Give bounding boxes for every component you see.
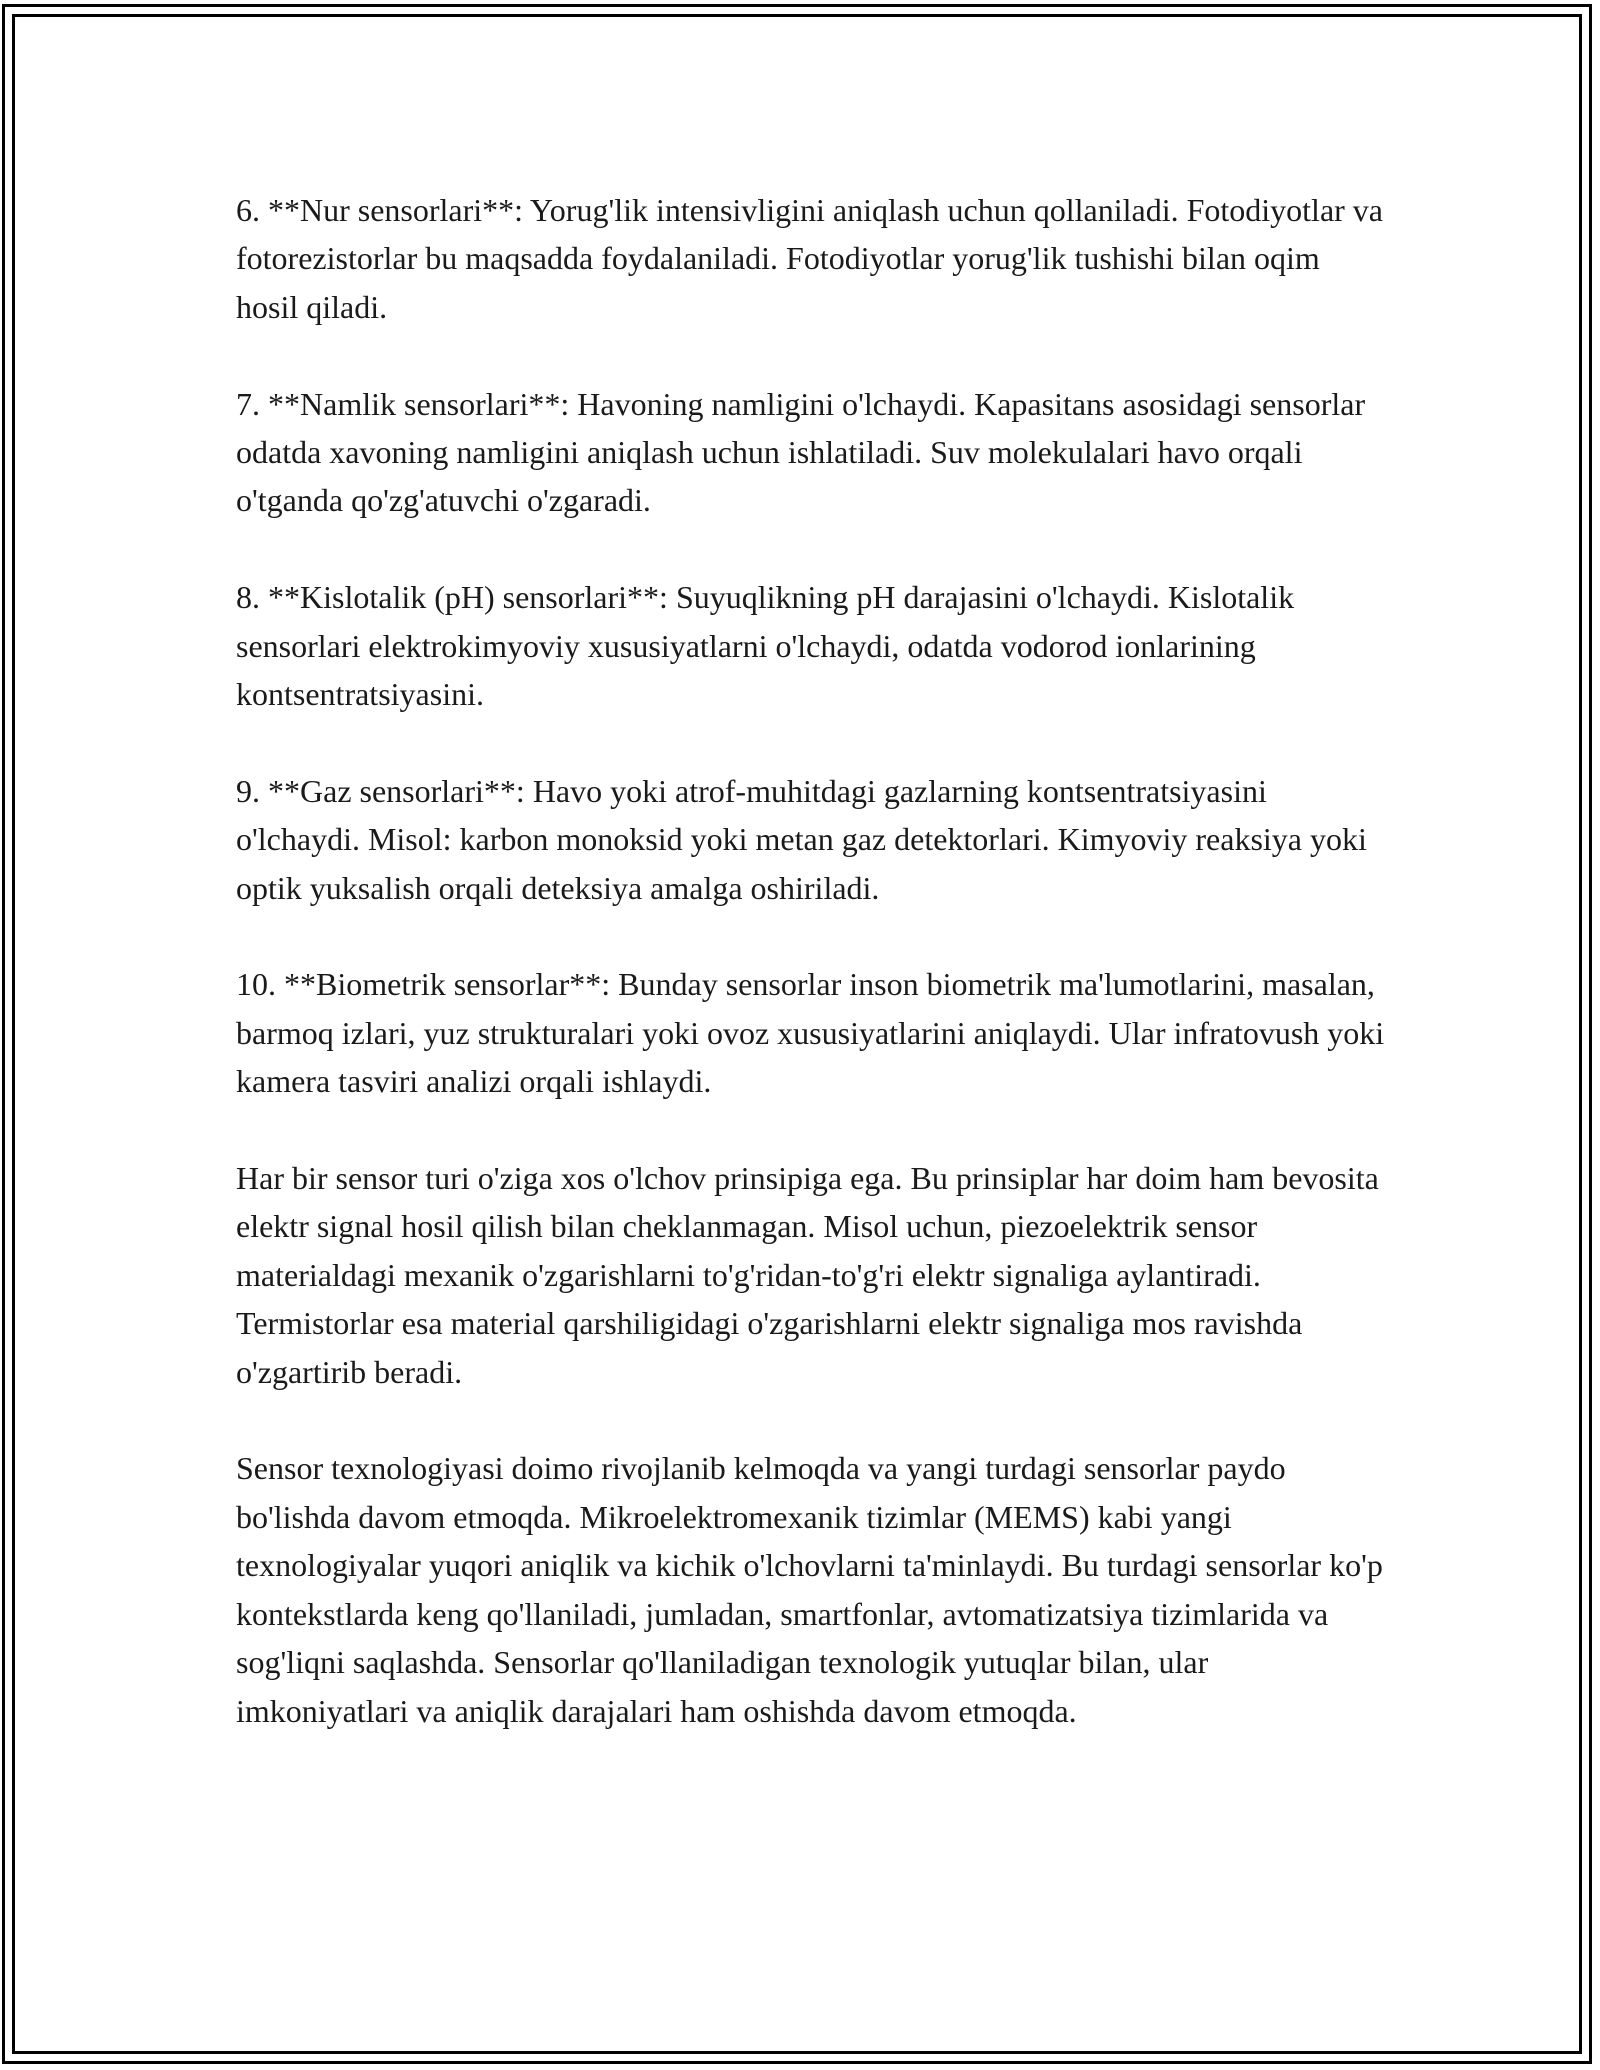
paragraph-humidity-sensors: 7. **Namlik sensorlari**: Havoning namligini o'lchaydi. Kapasitans asosidagi sensorlar odatda xavoning namligini aniqlash uchun ishlatiladi. Suv molekulalari havo orqali o'tganda qo'zg'atuvchi o'zgaradi. [236, 385, 1366, 519]
paragraph-biometric-sensors: 10. **Biometrik sensorlar**: Bunday sensorlar inson biometrik ma'lumotlarini, masalan, barmoq izlari, yuz strukturalari yoki ovoz xususiyatlarini aniqlaydi. Ular infratovush yoki kamera tasviri analizi orqali ishlaydi. [236, 966, 1385, 1100]
paragraph-ph-sensors: 8. **Kislotalik (pH) sensorlari**: Suyuqlikning pH darajasini o'lchaydi. Kislotalik sensorlari elektrokimyoviy xususiyatlarni o'lchaydi, odatda vodorod ionlarining kontsentratsiyasini. [236, 579, 1295, 713]
paragraph-light-sensors: 6. **Nur sensorlari**: Yorug'lik intensivligini aniqlash uchun qollaniladi. Fotodiyotlar va fotorezistorlar bu maqsadda foydalaniladi. Fotodiyotlar yorug'lik tushishi bilan oqim hosil qiladi. [236, 192, 1383, 325]
document-body [236, 186, 1386, 1735]
paragraph-sensor-technology: Sensor texnologiyasi doimo rivojlanib kelmoqda va yangi turdagi sensorlar paydo bo'lishda davom etmoqda. Mikroelektromexanik tizimlar (MEMS) kabi yangi texnologiyalar yuqori aniqlik va kichik o'lchovlarni ta'minlaydi. Bu turdagi sensorlar ko'p kontekstlarda keng qo'llaniladi, jumladan, smartfonlar, avtomatizatsiya tizimlarida va sog'liqni saqlashda. Sensorlar qo'llaniladigan texnologik yutuqlar bilan, ular imkoniyatlari va aniqlik darajalari ham oshishda davom etmoqda. [236, 1450, 1383, 1729]
paragraph-gas-sensors: 9. **Gaz sensorlari**: Havo yoki atrof-muhitdagi gazlarning kontsentratsiyasini o'lchaydi. Misol: karbon monoksid yoki metan gaz detektorlari. Kimyoviy reaksiya yoki optik yuksalish orqali deteksiya amalga oshiriladi. [236, 772, 1367, 906]
paragraph-measurement-principles: Har bir sensor turi o'ziga xos o'lchov prinsipiga ega. Bu prinsiplar har doim ham bevosita elektr signal hosil qilish bilan cheklanmagan. Misol uchun, piezoelektrik sensor materialdagi mexanik o'zgarishlarni to'g'ridan-to'g'ri elektr signaliga aylantiradi. Termistorlar esa material qarshiligidagi o'zgarishlarni elektr signaliga mos ravishda o'zgartirib beradi. [236, 1160, 1379, 1390]
